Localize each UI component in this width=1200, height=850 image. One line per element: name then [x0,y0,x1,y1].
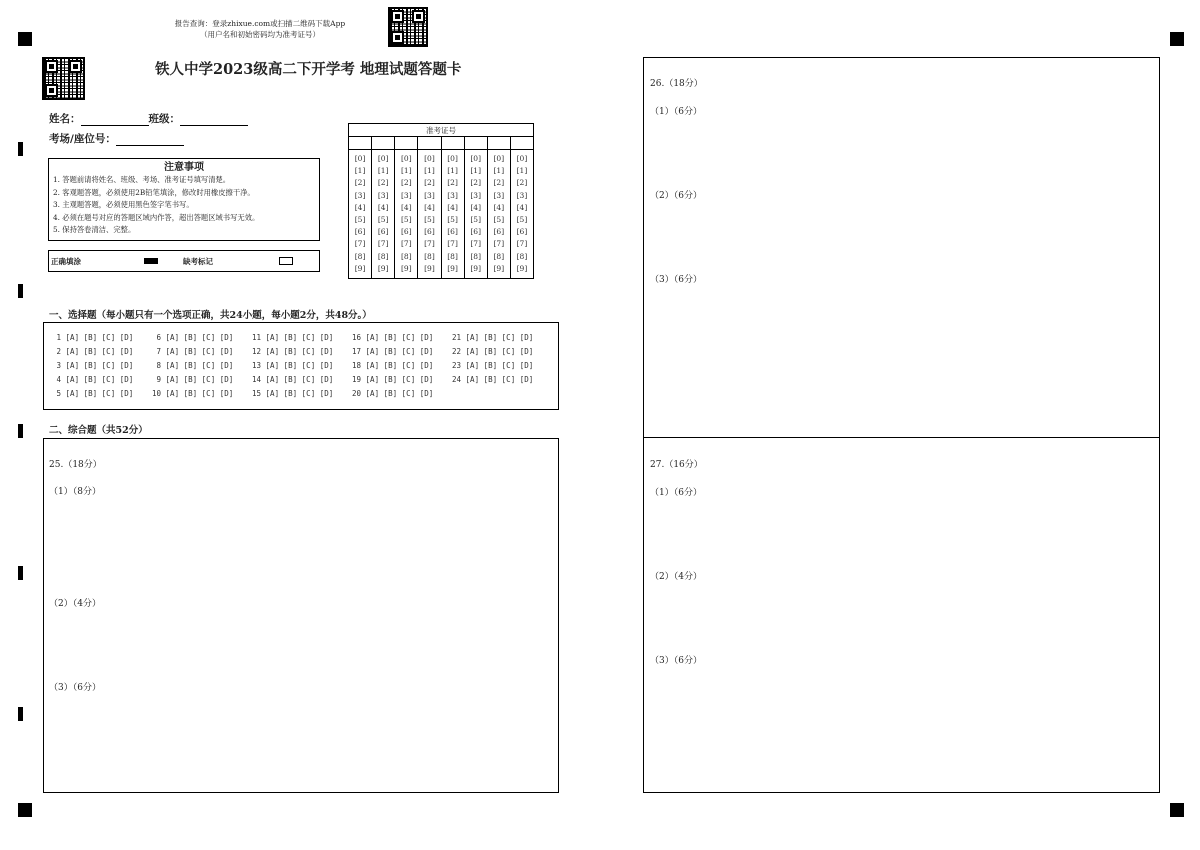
room-field[interactable] [116,134,184,146]
name-class-row [49,111,248,126]
id-digit-bubble[interactable]: [4] [401,202,412,212]
id-bubble-column [349,150,372,279]
corner-marker-bottom-right [1170,803,1184,817]
id-digit-bubble[interactable]: [9] [377,263,389,273]
section2-title: 二、综合题（共52分） [49,425,148,436]
q26-answer-box[interactable] [643,57,1160,438]
id-digit-bubble[interactable]: [2] [493,178,505,188]
id-bubble-column [418,150,441,279]
id-digit-bubble[interactable]: [0] [354,154,366,163]
id-digit-bubble[interactable]: [9] [493,263,505,273]
q25-part-1: （1）（8分） [49,487,101,497]
id-bubble-column [464,150,487,279]
id-digit-bubble[interactable]: [4] [424,202,435,212]
id-bubble-column [510,150,533,279]
mc-question-12[interactable]: 12 [A] [B] [C] [D] [252,347,334,357]
section1-title: 一、选择题（每小题只有一个选项正确，共24小题，每小题2分，共48分。） [49,310,372,321]
notice-item: 5. 保持答卷清洁、完整。 [53,225,136,234]
q25-title: 25.（18分） [49,460,102,470]
mc-column [252,331,333,401]
id-digit-cell[interactable] [395,137,418,150]
id-digit-bubble[interactable]: [1] [401,166,412,176]
notice-title: 注意事项 [164,162,204,173]
mc-question-16[interactable]: 16 [A] [B] [C] [D] [352,333,434,342]
id-digit-bubble[interactable]: [8] [493,251,505,261]
q25-part-3: （3）（6分） [49,683,101,693]
id-digit-cell[interactable] [372,137,395,150]
id-digit-bubble[interactable]: [5] [354,215,366,225]
q27-part-3: （3）（6分） [650,656,702,666]
class-label: 班级： [148,113,180,125]
id-digit-bubble[interactable]: [7] [354,239,366,249]
exam-id-grid [348,123,534,279]
mc-question-1[interactable]: 1 [A] [B] [C] [D] [52,333,134,342]
id-digit-bubble[interactable]: [1] [470,166,481,176]
id-digit-bubble[interactable]: [7] [516,239,528,249]
mc-column [352,331,433,401]
id-digit-bubble[interactable]: [7] [401,239,412,249]
id-digit-bubble[interactable]: [6] [493,227,505,237]
id-digit-bubble[interactable]: [8] [447,251,458,261]
id-digit-bubble[interactable]: [3] [401,190,412,200]
id-digit-bubble[interactable]: [4] [377,202,389,212]
mc-column [152,331,233,401]
q26-part-1: （1）（6分） [650,107,702,117]
mc-question-23[interactable]: 23 [A] [B] [C] [D] [452,361,534,371]
edge-tick [18,424,23,438]
id-digit-bubble[interactable]: [6] [354,227,366,237]
corner-marker-bottom-left [18,803,32,817]
id-digit-bubble[interactable]: [9] [401,263,412,273]
q27-answer-box[interactable] [643,437,1160,793]
id-digit-bubble[interactable]: [4] [447,202,458,212]
report-line-2: （用户名和初始密码均为准考证号） [200,30,320,39]
mc-column [452,331,533,387]
id-digit-bubble[interactable]: [6] [470,227,481,237]
q25-part-2: （2）（4分） [49,599,101,609]
id-digit-bubble[interactable]: [5] [424,215,435,225]
id-digit-bubble[interactable]: [8] [470,251,481,261]
id-digit-bubble[interactable]: [1] [424,166,435,176]
room-label: 考场/座位号： [49,133,116,145]
id-digit-bubble[interactable]: [7] [377,239,389,249]
mc-question-6[interactable]: 6 [A] [B] [C] [D] [152,333,234,342]
name-field[interactable] [81,114,149,126]
id-digit-bubble[interactable]: [6] [424,227,435,237]
id-digit-bubble[interactable]: [3] [447,190,458,200]
id-digit-bubble[interactable]: [9] [516,263,528,273]
id-digit-bubble[interactable]: [1] [377,166,389,176]
id-digit-bubble[interactable]: [0] [447,154,458,163]
id-digit-bubble[interactable]: [0] [377,154,389,163]
absent-label: 缺考标记 [183,257,213,266]
q25-answer-box[interactable] [43,438,559,793]
id-bubble-row [349,150,534,279]
mc-question-11[interactable]: 11 [A] [B] [C] [D] [252,333,334,342]
room-row [49,131,184,146]
id-digit-bubble[interactable]: [9] [424,263,435,273]
mc-question-18[interactable]: 18 [A] [B] [C] [D] [352,361,434,371]
q27-part-1: （1）（6分） [650,488,702,498]
id-digit-cell[interactable] [510,137,533,150]
id-digit-bubble[interactable]: [1] [354,166,366,176]
id-digit-bubble[interactable]: [6] [377,227,389,237]
edge-tick [18,142,23,156]
id-digit-bubble[interactable]: [7] [493,239,505,249]
absent-checkbox[interactable] [279,257,293,265]
report-line-1: 报告查询：登录zhixue.com或扫描二维码下载App [174,19,346,28]
mc-question-24[interactable]: 24 [A] [B] [C] [D] [452,375,534,385]
mc-question-21[interactable]: 21 [A] [B] [C] [D] [452,333,534,342]
id-digit-bubble[interactable]: [0] [401,154,412,163]
corner-marker-top-left [18,32,32,46]
id-digit-bubble[interactable]: [2] [401,178,412,188]
class-field[interactable] [180,114,248,126]
q26-part-2: （2）（6分） [650,191,702,201]
id-digit-bubble[interactable]: [9] [470,263,481,273]
id-digit-cell[interactable] [349,137,372,150]
mc-question-22[interactable]: 22 [A] [B] [C] [D] [452,347,534,357]
mc-question-13[interactable]: 13 [A] [B] [C] [D] [252,361,334,371]
id-digit-bubble[interactable]: [0] [424,154,435,163]
corner-marker-top-right [1170,32,1184,46]
id-bubble-column [487,150,510,279]
id-digit-bubble[interactable]: [8] [377,251,389,261]
id-digit-bubble[interactable]: [8] [401,251,412,261]
mc-answer-box [43,322,559,410]
id-digit-bubble[interactable]: [2] [516,178,528,188]
id-digit-bubble[interactable]: [2] [424,178,435,188]
id-digit-bubble[interactable]: [7] [424,239,435,249]
notice-item: 1. 答题前请将姓名、班级、考场、准考证号填写清楚。 [53,175,231,184]
notice-item: 4. 必须在题号对应的答题区域内作答，超出答题区域书写无效。 [53,212,260,222]
sheet-qr-code [42,57,85,100]
id-digit-bubble[interactable]: [2] [377,178,389,188]
exam-id-title: 准考证号 [349,124,534,137]
id-digit-bubble[interactable]: [2] [470,178,481,188]
id-digit-bubble[interactable]: [5] [516,215,528,225]
notice-box [48,158,320,241]
id-digit-bubble[interactable]: [5] [377,215,389,225]
id-digit-bubble[interactable]: [5] [493,215,505,225]
id-digit-bubble[interactable]: [1] [447,166,458,176]
id-digit-bubble[interactable]: [9] [447,263,458,273]
id-digit-cell[interactable] [487,137,510,150]
q26-title: 26.（18分） [650,79,703,89]
mc-question-5[interactable]: 5 [A] [B] [C] [D] [52,389,134,399]
mc-question-7[interactable]: 7 [A] [B] [C] [D] [152,347,234,357]
id-digit-bubble[interactable]: [3] [493,190,505,200]
edge-tick [18,566,23,580]
id-bubble-column [441,150,464,279]
id-bubble-column [372,150,395,279]
mc-question-4[interactable]: 4 [A] [B] [C] [D] [52,375,134,385]
edge-tick [18,707,23,721]
id-digit-bubble[interactable]: [0] [516,154,528,163]
id-digit-bubble[interactable]: [7] [447,239,458,249]
id-digit-bubble[interactable]: [3] [516,190,528,200]
id-digit-bubble[interactable]: [2] [447,178,458,188]
mc-question-14[interactable]: 14 [A] [B] [C] [D] [252,375,334,385]
notice-item: 3. 主观题答题，必须使用黑色签字笔书写。 [53,200,194,209]
page-title: 铁人中学2023级高二下开学考 地理试题答题卡 [155,61,462,78]
id-digit-bubble[interactable]: [5] [401,215,412,225]
id-digit-bubble[interactable]: [7] [470,239,481,249]
mc-question-19[interactable]: 19 [A] [B] [C] [D] [352,375,434,385]
id-digit-bubble[interactable]: [4] [470,202,481,212]
q27-part-2: （2）（4分） [650,572,702,582]
id-digit-bubble[interactable]: [6] [401,227,412,237]
mc-question-9[interactable]: 9 [A] [B] [C] [D] [152,375,234,385]
q26-part-3: （3）（6分） [650,275,702,285]
mc-question-15[interactable]: 15 [A] [B] [C] [D] [252,389,334,399]
mc-question-20[interactable]: 20 [A] [B] [C] [D] [352,389,434,399]
correct-fill-label: 正确填涂 [51,257,81,266]
mc-question-3[interactable]: 3 [A] [B] [C] [D] [52,361,134,371]
edge-tick [18,284,23,298]
id-digit-bubble[interactable]: [4] [354,202,366,212]
correct-fill-mark [144,258,158,264]
mc-question-8[interactable]: 8 [A] [B] [C] [D] [152,361,234,371]
id-digit-bubble[interactable]: [6] [516,227,528,237]
id-digit-bubble[interactable]: [3] [424,190,435,200]
id-digit-bubble[interactable]: [1] [516,166,528,176]
id-digit-bubble[interactable]: [4] [493,202,505,212]
id-digit-bubble[interactable]: [8] [354,251,366,261]
q27-title: 27.（16分） [650,460,703,470]
id-digit-bubble[interactable]: [8] [424,251,435,261]
report-info [150,18,370,40]
app-qr-code[interactable] [388,7,428,47]
id-digit-bubble[interactable]: [5] [470,215,481,225]
id-digit-cell[interactable] [464,137,487,150]
id-digit-bubble[interactable]: [3] [354,190,366,200]
mc-question-10[interactable]: 10 [A] [B] [C] [D] [152,389,234,399]
id-digit-bubble[interactable]: [2] [354,178,366,188]
notice-item: 2. 客观题答题，必须使用2B铅笔填涂，修改时用橡皮擦干净。 [53,187,255,197]
id-bubble-column [395,150,418,279]
id-digit-bubble[interactable]: [0] [470,154,481,163]
id-digit-bubble[interactable]: [1] [493,166,505,176]
id-digit-bubble[interactable]: [3] [470,190,481,200]
id-digit-bubble[interactable]: [6] [447,227,458,237]
fill-example-box [48,250,320,272]
id-digit-bubble[interactable]: [9] [354,263,366,273]
id-digit-bubble[interactable]: [0] [493,154,505,163]
id-digit-cell[interactable] [441,137,464,150]
mc-column [52,331,133,401]
mc-question-2[interactable]: 2 [A] [B] [C] [D] [52,347,134,357]
id-digit-bubble[interactable]: [8] [516,251,528,261]
mc-question-17[interactable]: 17 [A] [B] [C] [D] [352,347,434,357]
id-digit-cell[interactable] [418,137,441,150]
id-digit-bubble[interactable]: [4] [516,202,528,212]
name-label: 姓名： [49,113,81,125]
id-digit-bubble[interactable]: [5] [447,215,458,225]
id-digit-bubble[interactable]: [3] [377,190,389,200]
